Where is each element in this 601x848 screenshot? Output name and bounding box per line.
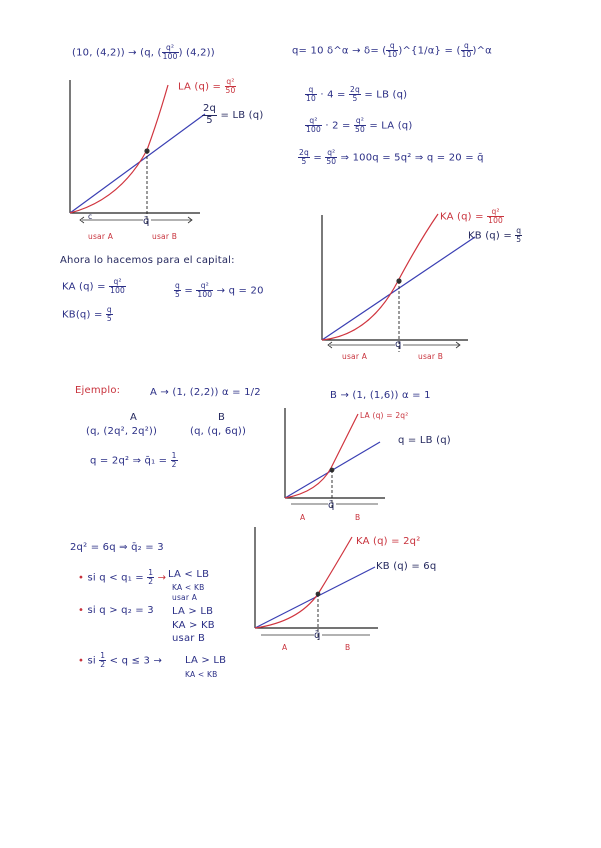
calc-line-1	[305, 86, 407, 103]
ejemplo-title: Ejemplo:	[75, 385, 121, 396]
calc1-l2-den2: 50	[354, 124, 365, 134]
ejemplo-q1-frac	[171, 452, 178, 469]
graph3-la-label: LA (q) = 2q²	[360, 411, 409, 420]
capital-kb-num: q	[106, 305, 112, 314]
graph2-kb-den: 5	[516, 234, 522, 244]
graph3-x-tick: q̄	[328, 500, 335, 511]
capital-ka-num: q²	[109, 278, 126, 287]
graph2-ka-label	[440, 208, 504, 225]
case3-den: 2	[100, 659, 106, 669]
capital-kb-frac	[106, 306, 113, 323]
ejemplo-q1-den: 2	[171, 459, 177, 469]
capital-solve	[174, 282, 264, 299]
case3-post: < q ≤ 3 →	[109, 655, 163, 667]
capital-ka-text: KA (q) =	[62, 281, 106, 293]
capital-kb-den: 5	[106, 313, 112, 323]
calc1-frac-f	[325, 149, 337, 166]
ejemplo-col-b: B	[218, 412, 226, 423]
graph1-origin-mark: c	[88, 212, 93, 221]
case3-pre: si	[87, 655, 96, 667]
calc1-l1-num: q	[305, 86, 317, 95]
capital-heading: Ahora lo hacemos para el capital:	[60, 255, 235, 266]
graph2-kb-label	[468, 227, 522, 244]
eq1-rhs: ) (4,2))	[178, 47, 215, 59]
ejemplo-a-def: A → (1, (2,2)) α = 1/2	[150, 387, 261, 398]
graph2-kb-line	[322, 237, 475, 340]
ejemplo-b-def: B → (1, (1,6)) α = 1	[330, 390, 431, 401]
graph1-lb-frac	[202, 104, 217, 126]
eq2-den: 10	[387, 49, 398, 59]
calc1-l2-end: = LA (q)	[369, 120, 413, 132]
graph2-left-region: usar A	[342, 352, 368, 361]
calc-line-3	[298, 149, 484, 166]
case2-result1: LA > LB	[172, 606, 214, 617]
graph2-ka-text: KA (q) =	[440, 211, 484, 223]
case2-cond: si q > q₂ = 3	[87, 605, 154, 616]
graph1-lb-den: 5	[206, 114, 213, 126]
graph3-left-region: A	[300, 513, 306, 522]
capital-solve-den2: 100	[197, 289, 213, 299]
calc1-l3-end: ⇒ 100q = 5q² ⇒ q = 20 = q̄	[340, 152, 484, 164]
graph2-kb-text: KB (q) =	[468, 230, 512, 242]
case3-result2: KA < KB	[185, 670, 218, 679]
graph4-right-region: B	[345, 643, 351, 652]
capital-solve-num: q	[175, 281, 180, 290]
graph2-right-region: usar B	[418, 352, 444, 361]
case1-result3: usar A	[172, 593, 198, 602]
capital-solve-mid: =	[184, 285, 193, 297]
graph1-la-text: LA (q) =	[178, 81, 222, 93]
graph1-lb-text: = LB (q)	[220, 110, 264, 121]
calc1-frac-a	[305, 86, 317, 103]
case1-den: 2	[148, 576, 154, 586]
calc1-l3-num: 2q	[299, 148, 309, 157]
graph4-kb-label: KB (q) = 6q	[376, 561, 437, 572]
calc1-l3-den2: 50	[326, 156, 337, 166]
calc1-l3-num2: q²	[327, 148, 336, 157]
graph3-q-label: q = LB (q)	[398, 435, 451, 446]
ejemplo-q1-eq: q = 2q² ⇒ q̄₁ =	[90, 455, 168, 467]
ejemplo-q1-num: 1	[171, 451, 177, 460]
graph2-ka-den: 100	[488, 215, 504, 225]
graph3-la-curve	[285, 414, 358, 498]
eq1-lhs: (10, (4,2)) → (q, (	[72, 47, 162, 59]
graph2-x-tick: q	[395, 339, 402, 350]
graph2-ka-num: q²	[487, 208, 504, 217]
capital-solve-den: 5	[175, 289, 180, 299]
eq1-num: q²	[162, 44, 179, 53]
case2-result2: KA > KB	[172, 620, 215, 631]
case1-bullet: •	[78, 572, 85, 584]
capital-solve-frac-b	[196, 282, 213, 299]
calc1-l1-end: = LB (q)	[364, 89, 408, 101]
ejemplo-pair-a: (q, (2q², 2q²))	[86, 426, 158, 437]
case3	[78, 652, 162, 669]
case3-frac	[99, 652, 106, 669]
eq2-lhs: q= 10 δ^α → δ= (	[292, 45, 387, 57]
graph1-left-region: usar A	[88, 232, 114, 241]
case2	[78, 605, 154, 616]
calc1-frac-c	[305, 117, 322, 134]
eq2-exp: )^{1/α} = (	[398, 45, 461, 57]
graph1-la-curve	[70, 85, 168, 213]
graph1-lb-num: 2q	[203, 103, 217, 114]
case1-arrow: →	[157, 572, 167, 584]
eq2-end: )^α	[472, 45, 492, 57]
graph2-ka-frac	[487, 208, 504, 225]
calc1-l2-den: 100	[306, 124, 321, 134]
graph1-lb-line	[70, 114, 205, 213]
graph4-ka-label: KA (q) = 2q²	[356, 536, 421, 547]
case3-bullet: •	[78, 655, 85, 667]
case1-num: 1	[148, 568, 154, 577]
case2-result3: usar B	[172, 633, 206, 644]
case1	[78, 569, 166, 586]
capital-solve-end: → q = 20	[216, 285, 264, 297]
graph4-left-region: A	[282, 643, 288, 652]
calc1-l3-mid: =	[313, 152, 322, 164]
calc1-frac-d	[354, 117, 366, 134]
calc1-l1-den: 10	[306, 93, 316, 103]
graph2-kb-num: q	[516, 226, 522, 235]
calc1-frac-b	[349, 86, 361, 103]
ejemplo-col-a: A	[130, 412, 138, 423]
case1-cond: si q < q₁ =	[87, 572, 144, 584]
calc1-l1-num2: 2q	[350, 85, 360, 94]
calc1-l2-num: q²	[305, 117, 322, 126]
graph1-lb-label	[202, 104, 263, 126]
case1-result2: KA < KB	[172, 583, 205, 592]
capital-solve-num2: q²	[196, 282, 213, 291]
graph2-kb-frac	[515, 227, 522, 244]
case2-bullet: •	[78, 605, 85, 616]
graph1-la-num: q²	[226, 77, 235, 86]
eq2-num: q	[386, 42, 398, 51]
calc1-l2-num2: q²	[355, 116, 365, 125]
case1-result1: LA < LB	[168, 569, 210, 580]
graph2	[322, 214, 475, 352]
graph1-la-frac	[225, 78, 237, 95]
graph1-right-region: usar B	[152, 232, 178, 241]
graph4-ka-curve	[255, 537, 352, 628]
case1-frac	[147, 569, 154, 586]
ejemplo-q1	[90, 452, 178, 469]
capital-solve-frac-a	[174, 282, 181, 299]
eq2-den2: 10	[461, 49, 472, 59]
graph1-x-tick: q̄	[143, 216, 150, 227]
ejemplo-pair-b: (q, (q, 6q))	[190, 426, 247, 437]
graph1	[70, 80, 205, 226]
calc1-l2-mid: · 2 =	[325, 120, 351, 132]
calc-line-2	[305, 117, 412, 134]
calc1-frac-e	[298, 149, 310, 166]
calc1-l3-den: 5	[301, 156, 307, 166]
graph3	[285, 408, 385, 510]
calc1-l1-mid: · 4 =	[320, 89, 346, 101]
graph1-la-label	[178, 78, 236, 95]
graph2-ka-curve	[322, 214, 438, 340]
capital-ka-den: 100	[110, 285, 126, 295]
capital-kb-text: KB(q) =	[62, 309, 103, 321]
case3-num: 1	[100, 651, 106, 660]
graph3-right-region: B	[355, 513, 361, 522]
graph4-x-tick: q̄	[314, 630, 321, 641]
capital-ka	[62, 278, 126, 295]
capital-kb	[62, 306, 113, 323]
cases-q2: 2q² = 6q ⇒ q̄₂ = 3	[70, 542, 164, 553]
graph1-la-den: 50	[225, 85, 236, 95]
calc1-l1-den2: 5	[352, 93, 358, 103]
case3-result1: LA > LB	[185, 655, 227, 666]
eq1-den: 100	[162, 51, 178, 61]
capital-ka-frac	[109, 278, 126, 295]
eq2-num2: q	[461, 42, 473, 51]
